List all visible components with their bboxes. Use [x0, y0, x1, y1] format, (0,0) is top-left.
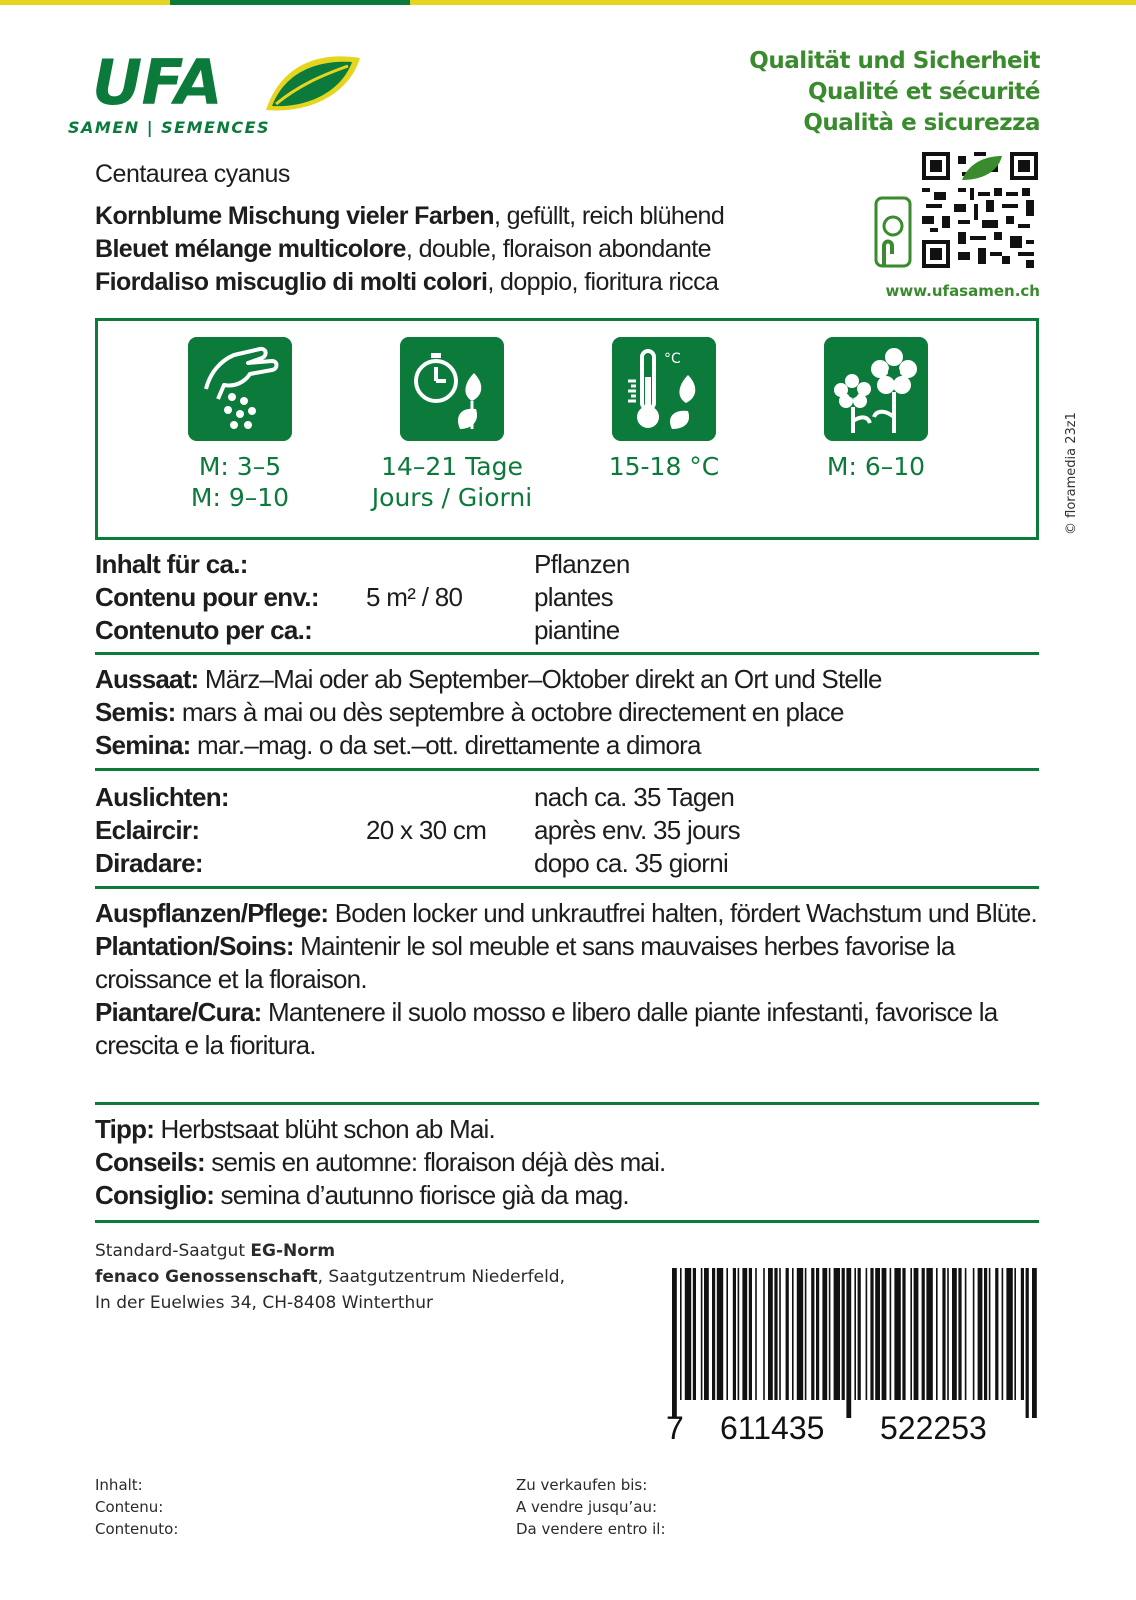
floramedia-credit: © floramedia 23z1 — [1064, 412, 1079, 535]
thinning-timing: nach ca. 35 Tagen après env. 35 jours dopo ca. 35 giorni — [534, 782, 740, 878]
barcode-bar — [973, 1268, 975, 1400]
barcode-bar — [1014, 1268, 1016, 1400]
barcode-bar — [922, 1268, 925, 1400]
flowering-period — [766, 337, 986, 482]
barcode-bar — [755, 1268, 757, 1400]
barcode-bar — [742, 1268, 747, 1400]
germination-time — [342, 337, 562, 513]
sell-by-labels: Zu verkaufen bis: A vendre jusqu’au: Da vendere entro il: — [516, 1476, 666, 1538]
barcode-bar — [995, 1268, 998, 1400]
barcode-bar — [816, 1268, 819, 1400]
logo-wordmark: UFA — [92, 46, 222, 119]
tip-de: Tipp: Herbstsaat blüht schon ab Mai. — [95, 1114, 495, 1144]
barcode-bar — [942, 1268, 945, 1400]
leaf-logo-icon — [262, 52, 362, 114]
barcode-bar — [952, 1268, 957, 1400]
barcode-digit-first: 7 — [666, 1410, 684, 1446]
content-value: 5 m² / 80 — [366, 582, 463, 612]
divider — [95, 768, 1039, 771]
barcode-bar — [701, 1268, 703, 1400]
flowering-months: M: 6–10 — [826, 452, 926, 481]
thinning-spacing: 20 x 30 cm — [366, 815, 487, 845]
tips-section — [95, 1113, 1039, 1212]
germination-days: 14–21 Tage Jours / Giorni — [371, 452, 533, 512]
content-labels: Inhalt für ca.: Contenu pour env.: Contenuto per ca.: — [95, 549, 319, 645]
barcode-bar — [1002, 1268, 1004, 1400]
barcode-bar — [866, 1268, 868, 1400]
flowers-icon — [824, 337, 928, 441]
tip-it: Consiglio: semina d’autunno fiorisce già da mag. — [95, 1180, 629, 1210]
quality-statement — [749, 46, 1040, 139]
company-name: fenaco Genossenschaft, Saatgutzentrum Niederfeld, — [95, 1267, 565, 1287]
barcode-bar — [854, 1268, 856, 1400]
divider — [95, 652, 1039, 655]
barcode-bar — [894, 1268, 900, 1400]
barcode-bar — [910, 1268, 912, 1400]
ufa-logo — [62, 48, 382, 148]
barcode-bar — [936, 1268, 938, 1400]
sowing-it: Semina: mar.–mag. o da set.–ott. direttamente a dimora — [95, 730, 701, 760]
content-field-labels: Inhalt: Contenu: Contenuto: — [95, 1476, 179, 1538]
barcode-bar — [978, 1268, 983, 1400]
barcode-bar — [763, 1268, 765, 1400]
top-color-bar — [0, 0, 1136, 5]
seed-standard: Standard-Saatgut EG-Norm — [95, 1241, 336, 1261]
svg-text:°C: °C — [664, 351, 681, 367]
product-name-fr: Bleuet mélange multicolore, double, floraison abondante — [95, 235, 711, 263]
product-name-it: Fiordaliso miscuglio di molti colori, doppio, fioritura ricca — [95, 268, 719, 296]
temperature-range: 15-18 °C — [608, 452, 720, 481]
sowing-period — [130, 337, 350, 513]
barcode-bar — [717, 1268, 723, 1400]
barcode-bar — [858, 1268, 861, 1400]
germination-timer-icon — [400, 337, 504, 441]
sowing-months: M: 3–5 M: 9–10 — [190, 452, 290, 512]
logo-subtitle: SAMEN | SEMENCES — [68, 118, 271, 137]
qr-area — [872, 152, 1042, 277]
quality-fr: Qualité et sécurité — [807, 79, 1040, 105]
barcode-bar — [846, 1268, 851, 1418]
growing-info-box — [95, 318, 1039, 540]
product-names — [95, 200, 724, 299]
barcode-bar — [685, 1268, 691, 1400]
thermometer-icon — [612, 337, 716, 441]
barcode-bar — [704, 1268, 709, 1400]
barcode-bar — [965, 1268, 967, 1400]
barcode-bar — [726, 1268, 728, 1400]
barcode-bar — [1021, 1268, 1024, 1400]
barcode-bar — [870, 1268, 873, 1400]
barcode-bar — [914, 1268, 919, 1400]
divider — [95, 886, 1039, 889]
barcode-bar — [792, 1268, 794, 1400]
barcode-bar — [882, 1268, 887, 1400]
divider — [95, 1220, 1039, 1223]
barcode-bar — [947, 1268, 949, 1400]
sowing-section — [95, 663, 1039, 762]
thinning-labels: Auslichten: Eclaircir: Diradare: — [95, 782, 229, 878]
barcode-bar — [829, 1268, 831, 1400]
barcode-bar — [902, 1268, 905, 1400]
barcode-bar — [875, 1268, 880, 1400]
barcode-digits-left: 611435 — [720, 1410, 825, 1446]
producer-info — [95, 1238, 565, 1316]
barcode-bar — [805, 1268, 807, 1400]
product-name-de: Kornblume Mischung vieler Farben, gefüllt, reich blühend — [95, 202, 725, 230]
barcode-bar — [786, 1268, 789, 1400]
ean-barcode — [668, 1268, 1038, 1418]
barcode-bar — [926, 1268, 932, 1400]
barcode-bar — [797, 1268, 803, 1400]
care-fr: Plantation/Soins: Maintenir le sol meuble et sans mauvaises herbes favorise la croissance et la floraison. — [95, 931, 955, 994]
sowing-de: Aussaat: März–Mai oder ab September–Oktober direkt an Ort und Stelle — [95, 664, 882, 694]
care-section — [95, 897, 1039, 1062]
barcode-bar — [672, 1268, 677, 1418]
barcode-digits-right: 522253 — [880, 1410, 987, 1446]
barcode-bar — [822, 1268, 827, 1400]
barcode-bar — [779, 1268, 781, 1400]
barcode-bar — [958, 1268, 961, 1400]
barcode-bar — [989, 1268, 991, 1400]
barcode-bar — [693, 1268, 696, 1400]
barcode-bar — [749, 1268, 752, 1400]
phone-scan-icon — [872, 196, 916, 272]
website-link[interactable]: www.ufasamen.ch — [885, 282, 1040, 300]
quality-it: Qualità e sicurezza — [803, 110, 1040, 136]
barcode-bar — [1032, 1268, 1037, 1418]
species-name: Centaurea cyanus — [95, 160, 290, 188]
barcode-bar — [834, 1268, 840, 1400]
barcode-bar — [1026, 1268, 1029, 1418]
barcode-bar — [811, 1268, 814, 1400]
content-units: Pflanzen plantes piantine — [534, 549, 630, 645]
care-de: Auspflanzen/Pflege: Boden locker und unkrautfrei halten, fördert Wachstum und Blüte. — [95, 898, 1037, 928]
barcode-bar — [984, 1268, 987, 1400]
barcode-bar — [768, 1268, 773, 1400]
qr-code[interactable] — [922, 152, 1038, 268]
barcode-bar — [774, 1268, 777, 1400]
sowing-fr: Semis: mars à mai ou dès septembre à octobre directement en place — [95, 697, 844, 727]
barcode-bar — [842, 1268, 845, 1400]
barcode-bar — [890, 1268, 892, 1400]
tip-fr: Conseils: semis en automne: floraison déjà dès mai. — [95, 1147, 666, 1177]
divider — [95, 1102, 1039, 1105]
barcode-bar — [712, 1268, 715, 1400]
barcode-bar — [680, 1268, 682, 1400]
sowing-hand-icon — [188, 337, 292, 441]
barcode-bar — [738, 1268, 740, 1400]
company-address: In der Euelwies 34, CH-8408 Winterthur — [95, 1293, 434, 1313]
germination-temperature — [554, 337, 774, 482]
care-it: Piantare/Cura: Mantenere il suolo mosso e libero dalle piante infestanti, favorisce la crescita e la fioritura. — [95, 997, 998, 1060]
barcode-bar — [733, 1268, 736, 1400]
barcode-bar — [1006, 1268, 1012, 1400]
quality-de: Qualität und Sicherheit — [749, 48, 1040, 74]
